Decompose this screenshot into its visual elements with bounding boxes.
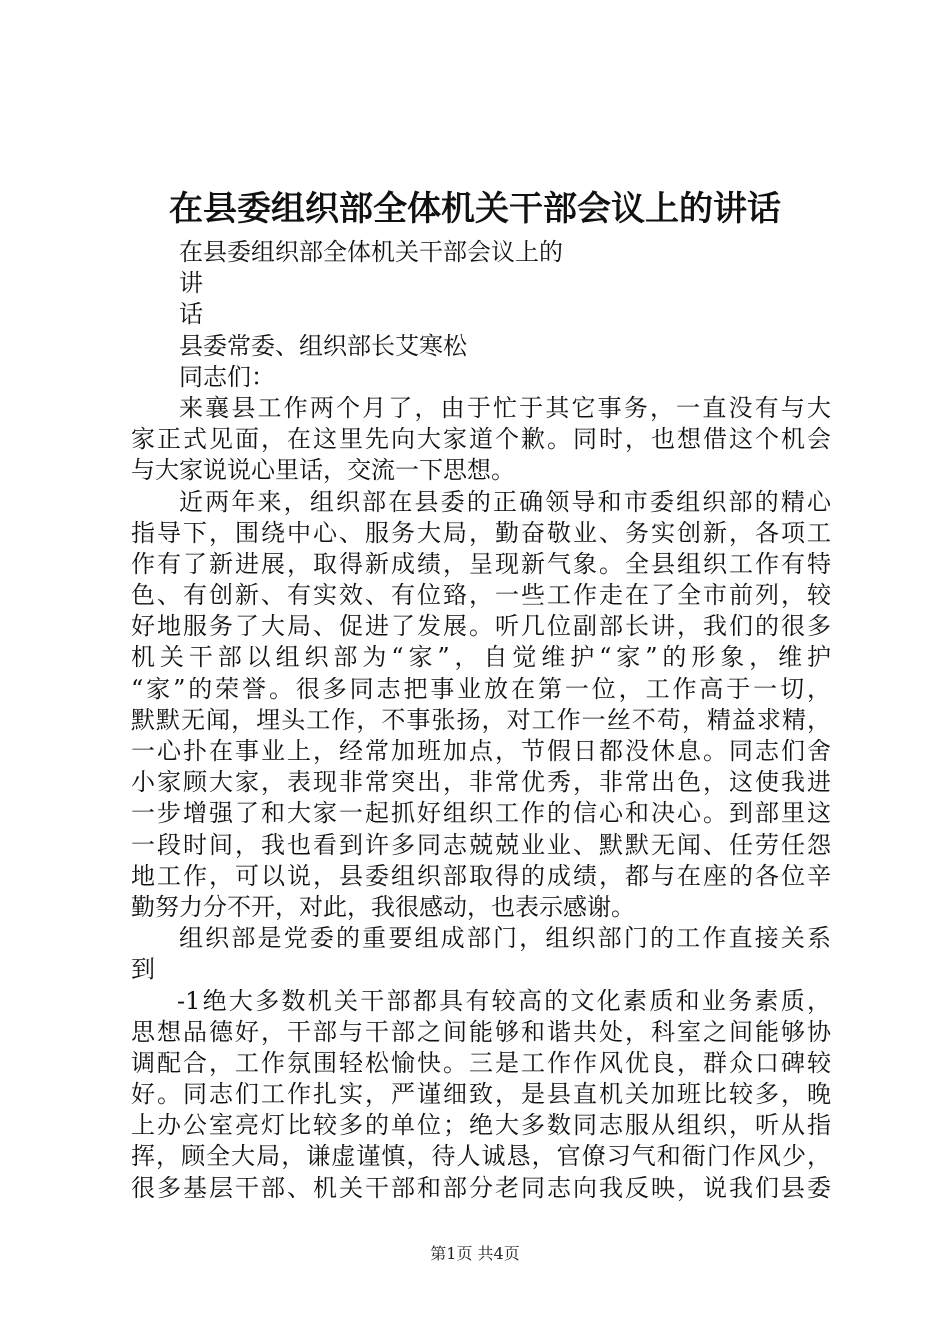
- text-line: 一步增强了和大家一起抓好组织工作的信心和决心。到部里这: [131, 799, 831, 828]
- text-line: 近两年来，组织部在县委的正确领导和市委组织部的精心: [179, 487, 831, 516]
- text-line: 机关干部以组织部为“家”，自觉维护“家”的形象，维护: [131, 643, 831, 672]
- text-line: 思想品德好，干部与干部之间能够和谐共处，科室之间能够协: [131, 1017, 831, 1046]
- text-line: 同志们：: [179, 362, 275, 391]
- text-line: 色、有创新、有实效、有位臵，一些工作走在了全市前列，较: [131, 581, 831, 610]
- text-line: 一段时间，我也看到许多同志兢兢业业、默默无闻、任劳任怨: [131, 830, 831, 859]
- text-line: 默默无闻，埋头工作，不事张扬，对工作一丝不苟，精益求精，: [131, 705, 831, 734]
- text-line: 家正式见面，在这里先向大家道个歉。同时，也想借这个机会: [131, 425, 831, 454]
- text-line: 指导下，围绕中心、服务大局，勤奋敬业、务实创新，各项工: [131, 518, 831, 547]
- text-line: 小家顾大家，表现非常突出，非常优秀，非常出色，这使我进: [131, 768, 831, 797]
- text-line: 县委常委、组织部长艾寒松: [179, 331, 467, 360]
- text-line: 讲: [179, 269, 203, 298]
- text-line: 很多基层干部、机关干部和部分老同志向我反映，说我们县委: [131, 1173, 831, 1202]
- text-line: 调配合，工作氛围轻松愉快。三是工作作风优良，群众口碑较: [131, 1048, 831, 1077]
- text-line: 到: [131, 955, 155, 984]
- document-title: 在县委组织部全体机关干部会议上的讲话: [169, 189, 781, 229]
- text-line: 挥，顾全大局，谦虚谨慎，待人诚恳，官僚习气和衙门作风少，: [131, 1142, 831, 1171]
- document-body: [131, 237, 831, 1204]
- text-line: 好。同志们工作扎实，严谨细致，是县直机关加班比较多，晚: [131, 1080, 831, 1109]
- text-line: 组织部是党委的重要组成部门，组织部门的工作直接关系: [179, 924, 831, 953]
- text-line: “家”的荣誉。很多同志把事业放在第一位，工作高于一切，: [131, 674, 831, 703]
- text-line: -1绝大多数机关干部都具有较高的文化素质和业务素质，: [177, 986, 831, 1015]
- text-line: 一心扑在事业上，经常加班加点，节假日都没休息。同志们舍: [131, 737, 831, 765]
- text-line: 在县委组织部全体机关干部会议上的: [179, 238, 563, 266]
- text-line: 与大家说说心里话，交流一下思想。: [131, 456, 515, 485]
- text-line: 勤努力分不开，对此，我很感动，也表示感谢。: [131, 892, 635, 921]
- text-line: 来襄县工作两个月了，由于忙于其它事务，一直没有与大: [179, 393, 831, 422]
- text-line: 地工作，可以说，县委组织部取得的成绩，都与在座的各位辛: [131, 861, 831, 890]
- page-footer: 第1页 共4页: [430, 1244, 520, 1263]
- text-line: 好地服务了大局、促进了发展。听几位副部长讲，我们的很多: [131, 612, 831, 641]
- text-line: 话: [179, 300, 203, 329]
- text-line: 上办公室亮灯比较多的单位；绝大多数同志服从组织，听从指: [131, 1111, 831, 1140]
- text-line: 作有了新进展，取得新成绩，呈现新气象。全县组织工作有特: [131, 549, 831, 578]
